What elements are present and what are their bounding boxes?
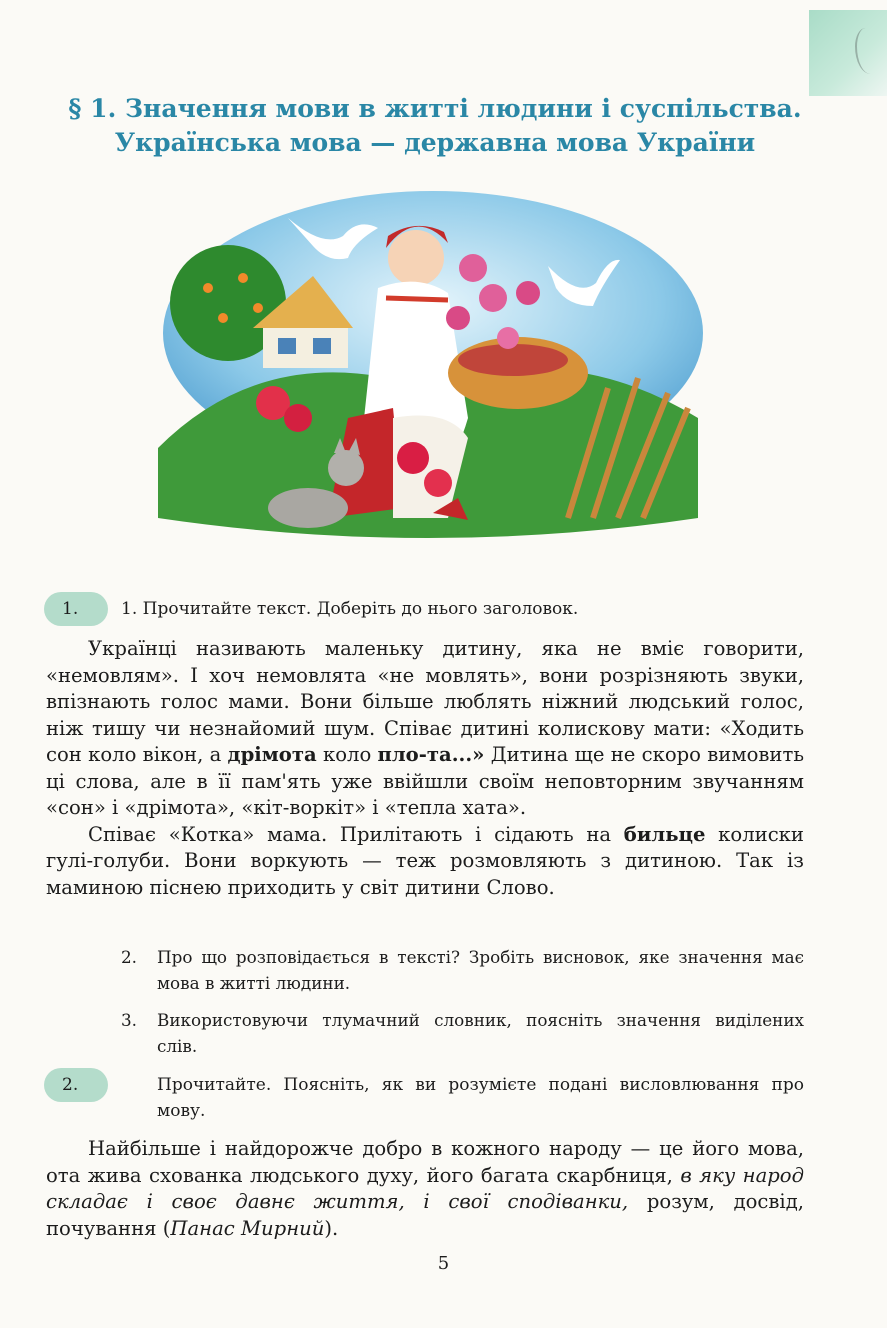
text-paragraph: Співає «Котка» мама. Прилітають і сідають на бильце колиски гулі-голуби. Вони воркують — теж розмовляють з дитиною. Так із маминою піснею приходить у світ дитини Слово. xyxy=(46,822,804,899)
exercise-2-badge: 2. xyxy=(44,1068,108,1102)
section-illustration xyxy=(148,188,708,558)
highlighted-word: дрімота xyxy=(227,743,317,766)
section-title-line2: Українська мова — державна мова України xyxy=(114,128,756,157)
page-corner-tab xyxy=(809,10,887,96)
exercise-1-text xyxy=(46,636,804,901)
exercise-2-quote xyxy=(46,1136,804,1242)
question-item: 3. Використовуючи тлумачний словник, поясніть значення виділених слів. xyxy=(121,1010,804,1056)
quote-paragraph: Найбільше і найдорожче добро в кожного народу — це його мова, ота жива схованка людського духу, його багата скарбниця, в яку народ складає і своє давнє життя, і свої сподіванки, розум, досвід, почування (Панас Мирний). xyxy=(46,1137,805,1240)
exercise-1-task: 1. Прочитайте текст. Доберіть до нього заголовок. xyxy=(121,599,579,619)
exercise-1-badge: 1. xyxy=(44,592,108,626)
page-number: 5 xyxy=(437,1253,450,1274)
exercise-1-questions xyxy=(121,944,804,1070)
text-paragraph: Українці називають маленьку дитину, яка не вміє говорити, «немовлям». І хоч немовлята «не мовлять», вони розрізняють звуки, впізнають голос мами. Вони більше люблять ніжний людський голос, ніж тишу чи незнайомий шум. Співає дитині колискову мати: «Ходить сон коло вікон, а дрімота коло пло-та...» Дитина ще не скоро вимовить ці слова, але в її пам'ять уже ввійшли своїм неповторним звучанням «сон» і «дрімота», «кіт-воркіт» і «тепла хата». xyxy=(46,637,804,819)
exercise-2-task: Прочитайте. Поясніть, як ви розумієте подані висловлювання про мову. xyxy=(157,1075,804,1121)
quote-author: Панас Мирний xyxy=(170,1216,325,1240)
section-title xyxy=(40,92,830,160)
highlighted-word: бильце xyxy=(623,822,706,846)
highlighted-word: пло-та...» xyxy=(377,743,485,766)
italic-fragment: в яку народ складає і своє давнє життя, і свої сподіванки, xyxy=(46,1163,805,1213)
question-item: 2. Про що розповідається в тексті? Зробіть висновок, яке значення має мова в житті людини. xyxy=(121,947,804,993)
section-title-line1: § 1. Значення мови в житті людини і суспільства. xyxy=(68,94,802,123)
